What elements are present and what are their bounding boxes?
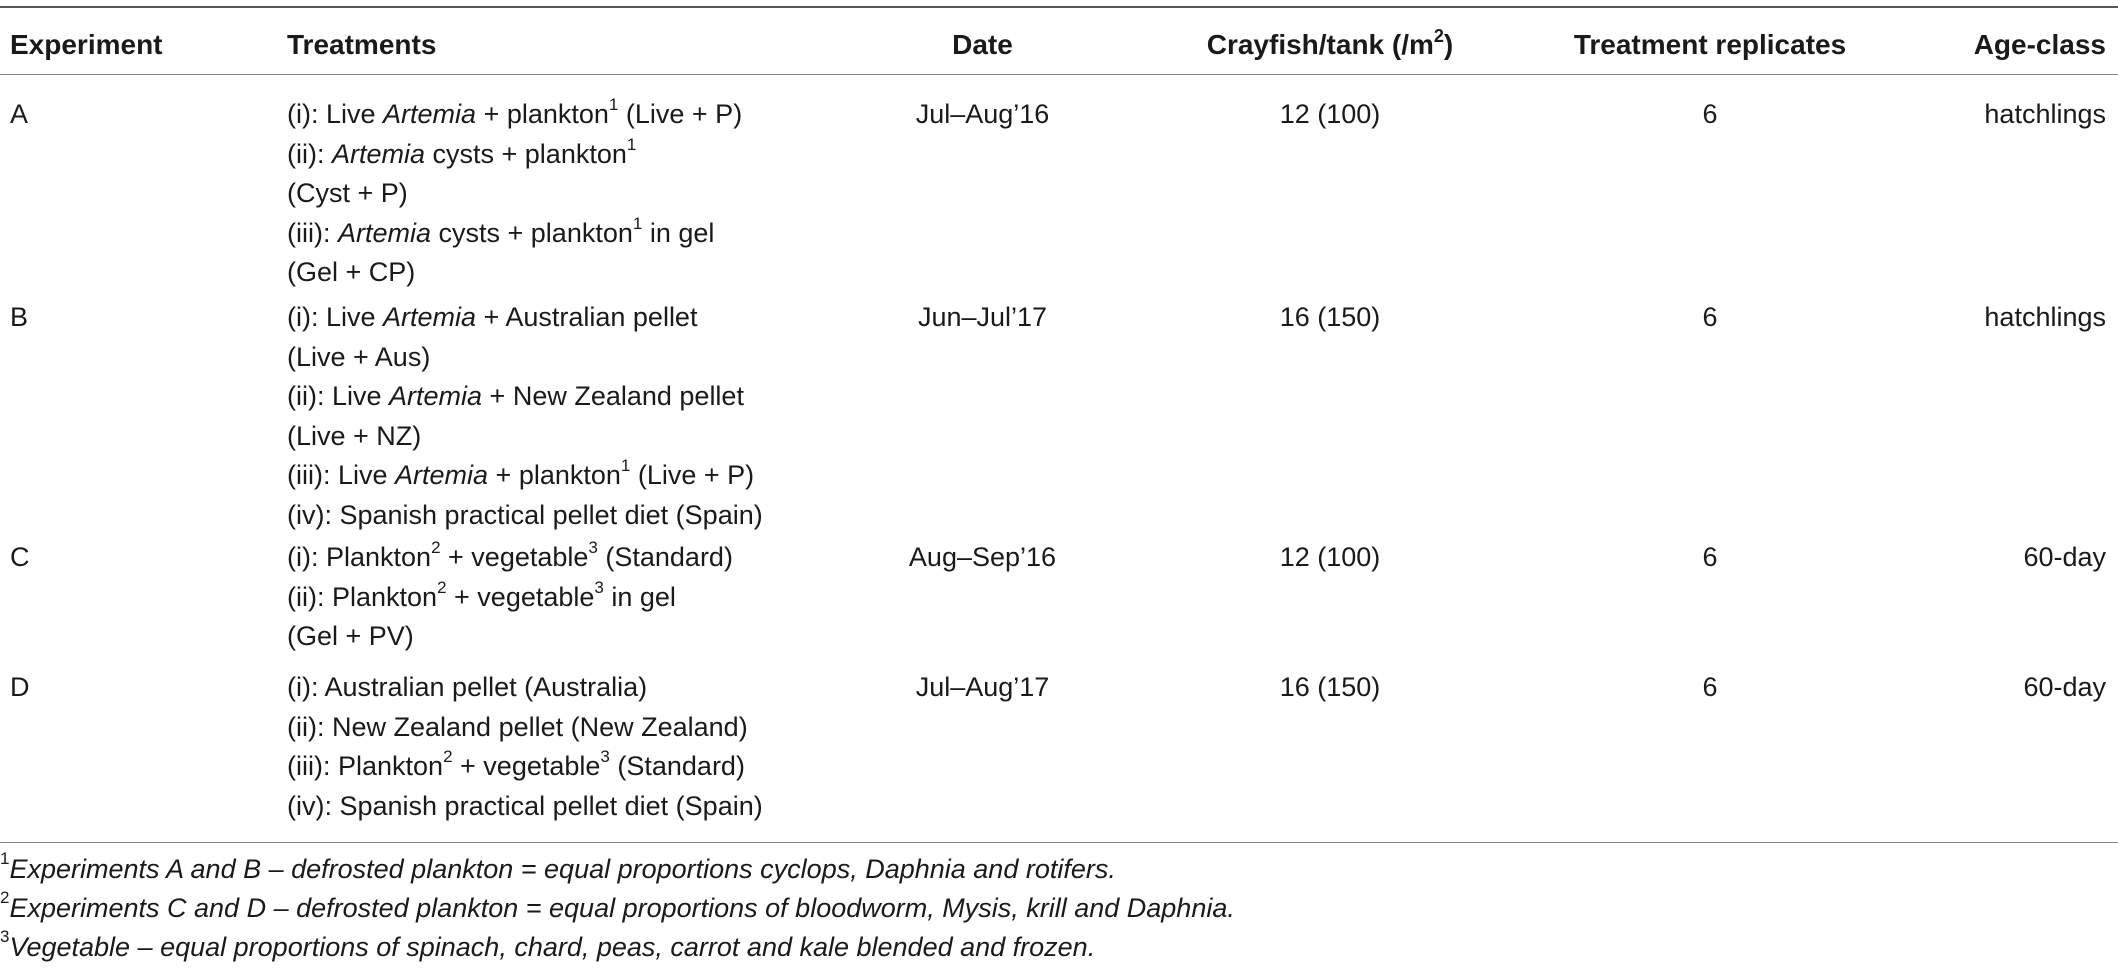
treatment-line	[287, 617, 733, 657]
cell-date: Jul–Aug’17	[915, 672, 1050, 702]
treatment-text: + vegetable	[452, 751, 601, 781]
treatment-species: Artemia	[331, 138, 426, 169]
treatment-text: (Live + P)	[630, 460, 755, 490]
cell-crayfish-per-tank: 12 (100)	[1279, 542, 1381, 572]
treatment-line	[287, 747, 763, 787]
treatment-text: (iv): Spanish practical pellet diet (Spain)	[287, 499, 763, 530]
cell-treatments	[287, 668, 763, 826]
treatment-text: cysts + plankton	[425, 138, 627, 169]
treatment-species: Artemia	[389, 381, 483, 411]
cell-age-class: hatchlings	[1984, 99, 2106, 129]
footnote-3	[0, 927, 1096, 964]
treatment-species: Artemia	[383, 302, 477, 332]
treatment-line	[287, 338, 763, 378]
cell-age-class: 60-day	[2023, 542, 2106, 572]
footnote-ref: 1	[632, 213, 643, 233]
treatment-text: cysts + plankton	[431, 217, 633, 248]
treatment-text: (ii): New Zealand pellet (New Zealand)	[287, 711, 748, 742]
header-date: Date	[952, 29, 1013, 60]
treatment-text: + plankton	[476, 99, 609, 129]
table-header-row	[0, 6, 2118, 74]
cell-experiment: B	[10, 302, 29, 332]
treatment-line	[287, 298, 763, 338]
cell-treatment-replicates: 6	[1702, 99, 1718, 129]
cell-experiment: D	[10, 672, 30, 702]
treatment-text: + vegetable	[446, 581, 595, 612]
treatment-text: (Standard)	[597, 542, 733, 572]
cell-experiment: C	[10, 542, 30, 572]
cell-treatment-replicates: 6	[1702, 672, 1718, 702]
treatment-text: (iii): Live	[287, 460, 396, 490]
treatment-text: (Live + NZ)	[287, 420, 422, 451]
cell-treatment-replicates: 6	[1702, 302, 1718, 332]
footnote-ref: 1	[620, 456, 631, 475]
treatment-line	[287, 787, 763, 827]
treatment-line	[287, 538, 733, 578]
footnote-ref: 2	[443, 747, 453, 766]
cell-treatments	[287, 538, 733, 657]
header-crayfish-text: Crayfish/tank (/m	[1206, 29, 1434, 60]
treatment-line	[287, 214, 742, 254]
treatment-text: (i): Live	[287, 99, 384, 129]
treatment-line	[287, 253, 742, 293]
treatment-text: (ii): Live	[287, 381, 390, 411]
cell-date: Jun–Jul’17	[917, 302, 1048, 332]
treatment-text: (iii):	[287, 217, 338, 248]
treatment-line	[287, 668, 763, 708]
treatment-species: Artemia	[395, 460, 489, 490]
treatment-line	[287, 456, 763, 496]
treatment-text: (ii):	[287, 138, 332, 169]
cell-experiment: A	[10, 99, 29, 129]
footnote-2	[0, 888, 1235, 925]
treatment-text: + vegetable	[440, 542, 589, 572]
footnote-mark: 2	[0, 888, 10, 907]
cell-crayfish-per-tank: 16 (150)	[1279, 302, 1381, 332]
treatment-text: in gel	[603, 581, 676, 612]
footnote-ref: 2	[431, 538, 441, 557]
header-treatments: Treatments	[287, 29, 437, 60]
cell-crayfish-per-tank: 16 (150)	[1279, 672, 1381, 702]
treatment-line	[287, 578, 733, 618]
treatment-line	[287, 417, 763, 457]
treatment-text: (Cyst + P)	[287, 178, 408, 208]
cell-age-class: hatchlings	[1984, 302, 2106, 332]
treatment-text: in gel	[642, 217, 715, 248]
treatment-text: (iv): Spanish practical pellet diet (Spain)	[287, 790, 763, 821]
cell-age-class: 60-day	[2023, 672, 2106, 702]
cell-treatments	[287, 298, 763, 535]
footnote-ref: 3	[600, 747, 610, 766]
treatment-line	[287, 377, 763, 417]
treatment-text: (i): Live	[287, 302, 384, 332]
footnote-text: Vegetable – equal proportions of spinach, chard, peas, carrot and kale blended and frozen.	[9, 932, 1096, 962]
treatment-text: (Live + Aus)	[287, 341, 431, 372]
cell-treatment-replicates: 6	[1702, 542, 1718, 572]
cell-treatments	[287, 95, 742, 293]
footnote-ref: 1	[626, 134, 637, 154]
footnote-ref: 3	[594, 577, 604, 597]
footnote-text: Experiments C and D – defrosted plankton = equal proportions of bloodworm, Mysis, krill and Daphnia.	[9, 893, 1235, 923]
header-rule	[0, 74, 2118, 75]
treatment-text: (Standard)	[609, 751, 745, 781]
treatment-line	[287, 95, 742, 135]
treatment-text: (ii): Plankton	[287, 581, 438, 612]
treatment-line	[287, 135, 742, 175]
footnote-mark: 1	[0, 849, 10, 868]
table-bottom-rule	[0, 842, 2118, 843]
treatment-text: + plankton	[488, 460, 621, 490]
treatment-text: (Live + P)	[618, 99, 743, 129]
footnote-mark: 3	[0, 927, 10, 946]
cell-date: Jul–Aug’16	[915, 99, 1050, 129]
treatment-species: Artemia	[337, 217, 432, 248]
footnote-ref: 2	[437, 577, 447, 597]
treatment-line	[287, 174, 742, 214]
treatment-text: + Australian pellet	[476, 302, 698, 332]
treatment-line	[287, 496, 763, 536]
footnote-text: Experiments A and B – defrosted plankton = equal proportions cyclops, Daphnia and rotifers.	[9, 854, 1116, 884]
header-treatment-replicates: Treatment replicates	[1573, 29, 1847, 60]
footnote-ref: 3	[588, 538, 598, 557]
footnote-1	[0, 849, 1116, 886]
header-crayfish-end: )	[1443, 29, 1454, 60]
treatment-text: (i): Plankton	[287, 542, 432, 572]
treatment-text: (i): Australian pellet (Australia)	[287, 672, 648, 702]
header-experiment: Experiment	[10, 29, 163, 60]
cell-crayfish-per-tank: 12 (100)	[1279, 99, 1381, 129]
treatment-text: (Gel + PV)	[287, 621, 414, 651]
treatment-line	[287, 708, 763, 748]
treatment-text: (Gel + CP)	[287, 257, 416, 287]
treatment-text: (iii): Plankton	[287, 751, 444, 781]
header-crayfish-per-tank	[1180, 25, 1480, 62]
header-age-class: Age-class	[1973, 29, 2106, 60]
cell-date: Aug–Sep’16	[908, 542, 1057, 572]
treatment-text: + New Zealand pellet	[482, 381, 744, 411]
header-crayfish-sup: 2	[1433, 25, 1444, 46]
footnote-ref: 1	[608, 95, 619, 114]
treatment-species: Artemia	[383, 99, 477, 129]
